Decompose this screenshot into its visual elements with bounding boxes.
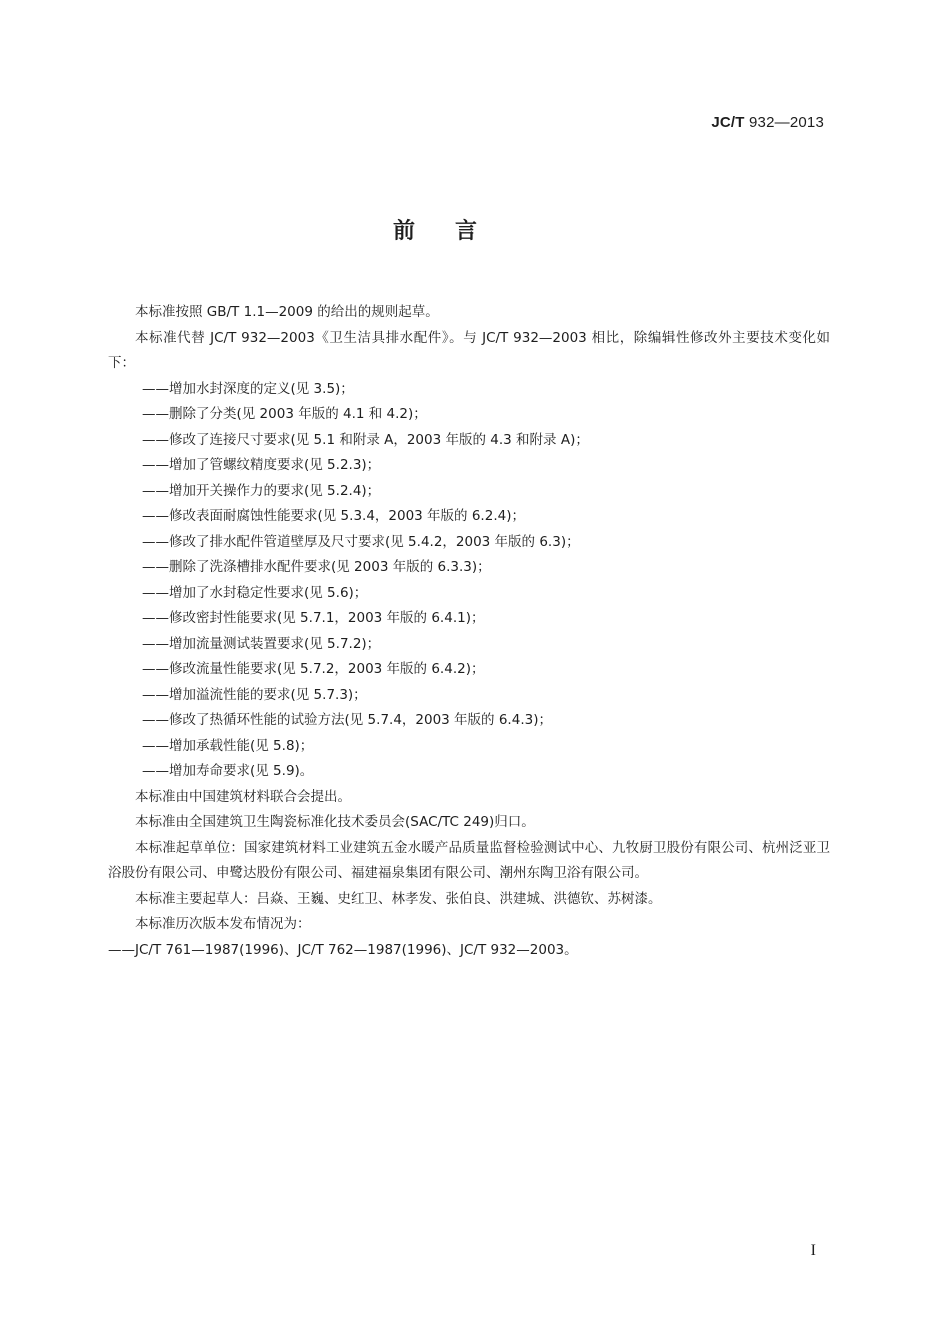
list-item: ——增加寿命要求(见 5.9)。 [142, 763, 314, 779]
page-title: 前言 [392, 219, 517, 244]
standard-code-prefix: JC/T [711, 114, 745, 131]
list-item: ——增加开关操作力的要求(见 5.2.4)； [142, 482, 381, 499]
paragraph-replacement: 本标准代替 JC/T 932—2003《卫生洁具排水配件》。与 JC/T 932—2003 相比，除编辑性修改外主要技术变化如下： [108, 329, 830, 371]
list-item: ——修改表面耐腐蚀性能要求(见 5.3.4，2003 年版的 6.2.4)； [142, 508, 525, 524]
changes-list [108, 377, 830, 785]
list-item: ——增加水封深度的定义(见 3.5)； [142, 380, 354, 397]
list-item: ——删除了洗涤槽排水配件要求(见 2003 年版的 6.3.3)； [142, 559, 491, 575]
paragraph-drafting-units: 本标准起草单位：国家建筑材料工业建筑五金水暖产品质量监督检验测试中心、九牧厨卫股份有限公司、杭州泛亚卫浴股份有限公司、申鹭达股份有限公司、福建福泉集团有限公司、潮州东陶卫浴有限公司。 [108, 839, 830, 881]
list-item: ——修改了排水配件管道壁厚及尺寸要求(见 5.4.2，2003 年版的 6.3)； [142, 533, 580, 550]
paragraph-proposer: 本标准由中国建筑材料联合会提出。 [135, 788, 351, 805]
page-number: I [810, 1242, 816, 1259]
paragraph-history-intro: 本标准历次版本发布情况为： [135, 916, 311, 932]
standard-code-number: 932—2013 [749, 114, 824, 131]
list-item: ——增加了水封稳定性要求(见 5.6)； [142, 584, 368, 601]
list-item: ——修改密封性能要求(见 5.7.1，2003 年版的 6.4.1)； [142, 610, 485, 626]
paragraph-drafting-rules: 本标准按照 GB/T 1.1—2009 的给出的规则起草。 [135, 304, 439, 320]
standard-code [711, 114, 824, 131]
list-item: ——修改了热循环性能的试验方法(见 5.7.4，2003 年版的 6.4.3)； [142, 712, 552, 728]
list-item: ——增加了管螺纹精度要求(见 5.2.3)； [142, 457, 381, 473]
list-item: ——删除了分类(见 2003 年版的 4.1 和 4.2)； [142, 406, 427, 422]
foreword-body [108, 300, 830, 963]
paragraph-history: ——JC/T 761—1987(1996)、JC/T 762—1987(1996)、JC/T 932—2003。 [108, 941, 578, 958]
list-item: ——增加承载性能(见 5.8)； [142, 737, 314, 754]
list-item: ——增加流量测试装置要求(见 5.7.2)； [142, 635, 381, 652]
list-item: ——修改了连接尺寸要求(见 5.1 和附录 A，2003 年版的 4.3 和附录 A)； [142, 431, 589, 448]
paragraph-committee: 本标准由全国建筑卫生陶瓷标准化技术委员会(SAC/TC 249)归口。 [135, 814, 535, 830]
paragraph-drafters: 本标准主要起草人：吕焱、王巍、史红卫、林孝发、张伯良、洪建城、洪德钦、苏树漆。 [135, 890, 662, 907]
list-item: ——修改流量性能要求(见 5.7.2，2003 年版的 6.4.2)； [142, 661, 485, 677]
list-item: ——增加溢流性能的要求(见 5.7.3)； [142, 686, 367, 703]
